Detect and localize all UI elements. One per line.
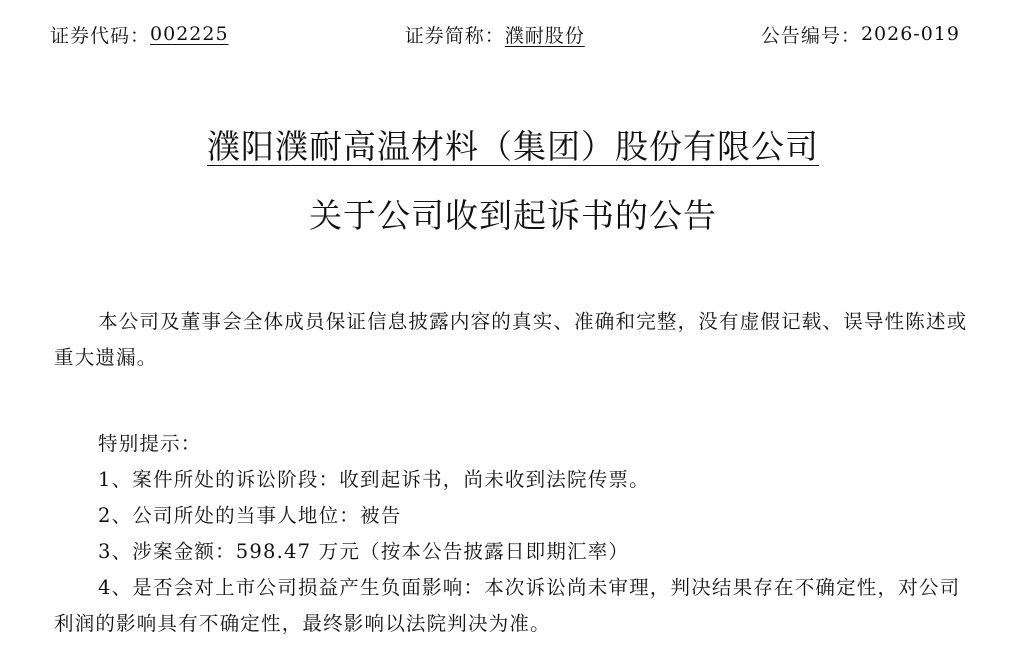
security-code — [50, 21, 229, 48]
notice-number-label: 公告编号： — [760, 24, 861, 47]
notice-number-value: 2026-019 — [860, 23, 960, 45]
notice-item-litigation-stage: 1、案件所处的诉讼阶段：收到起诉书，尚未收到法院传票。 — [98, 468, 650, 491]
company-name: 濮阳濮耐高温材料（集团）股份有限公司 — [207, 127, 819, 166]
security-short-name-label: 证券简称： — [404, 24, 505, 47]
special-notice — [54, 426, 974, 642]
notice-number — [761, 21, 960, 48]
security-short-name-value: 濮耐股份 — [504, 24, 585, 47]
security-short-name — [405, 21, 585, 48]
board-statement: 本公司及董事会全体成员保证信息披露内容的真实、准确和完整，没有虚假记载、误导性陈述或重大遗漏。 — [54, 310, 968, 369]
notice-item-party-status: 2、公司所处的当事人地位：被告 — [98, 504, 402, 527]
security-code-label: 证券代码： — [50, 24, 151, 47]
announcement-subject: 关于公司收到起诉书的公告 — [309, 196, 717, 235]
company-title — [0, 121, 1026, 168]
security-code-value: 002225 — [150, 23, 229, 45]
notice-item-impact: 4、是否会对上市公司损益产生负面影响：本次诉讼尚未审理，判决结果存在不确定性，对公司利润的影响具有不确定性，最终影响以法院判决为准。 — [54, 576, 961, 635]
announcement-header — [50, 19, 960, 49]
special-notice-heading: 特别提示： — [98, 432, 202, 455]
notice-item-amount: 3、涉案金额：598.47 万元（按本公告披露日即期汇率） — [98, 540, 630, 563]
